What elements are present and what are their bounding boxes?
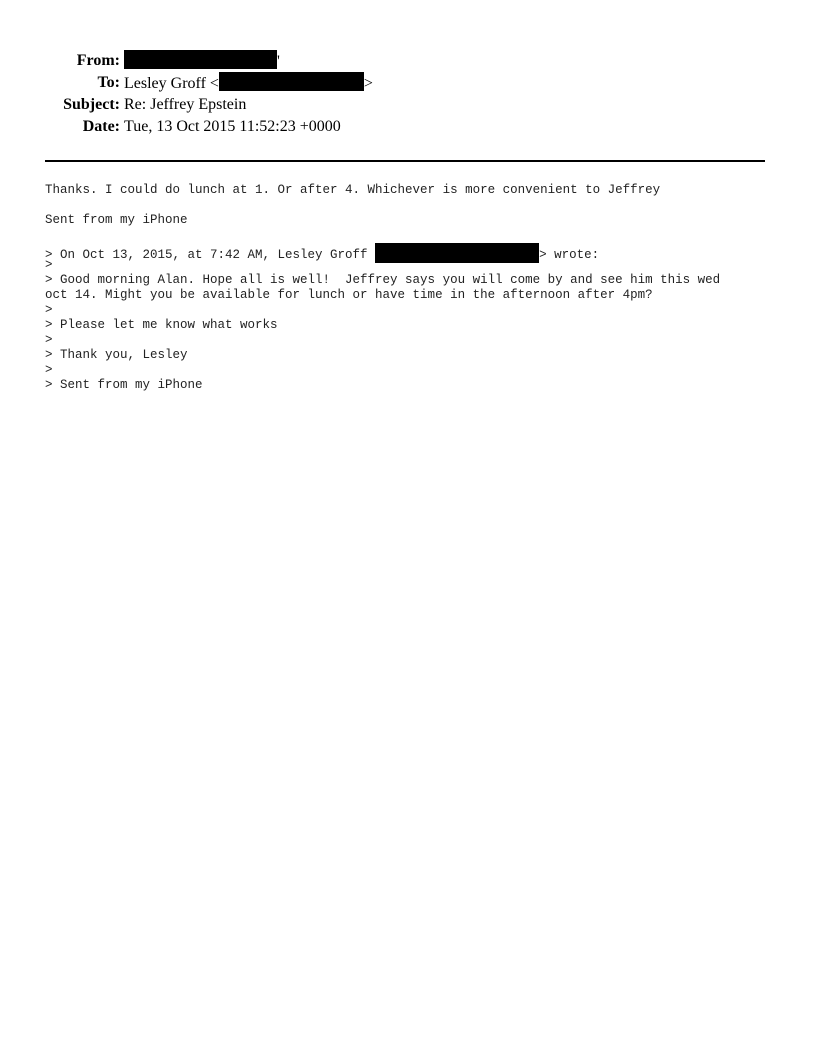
date-value: Tue, 13 Oct 2015 11:52:23 +0000	[124, 118, 341, 135]
quote-line: > Please let me know what works	[45, 318, 278, 332]
from-suffix: '	[277, 53, 280, 70]
quote-line: > Sent from my iPhone	[45, 378, 203, 392]
quote-line: >	[45, 333, 53, 347]
subject-label: Subject:	[63, 96, 120, 113]
blank-line	[45, 198, 775, 213]
from-row	[0, 50, 816, 72]
quote-line: oct 14. Might you be available for lunch or have time in the afternoon after 4pm?	[45, 288, 653, 302]
to-suffix: >	[363, 75, 373, 92]
header-divider	[45, 160, 765, 162]
quote-line: >	[45, 363, 53, 377]
email-body	[45, 183, 775, 393]
date-row	[0, 116, 816, 138]
quote-line: > Thank you, Lesley	[45, 348, 188, 362]
blank-line	[45, 228, 775, 243]
redaction-block	[219, 72, 364, 91]
quote-intro-before: > On Oct 13, 2015, at 7:42 AM, Lesley Groff	[45, 248, 376, 262]
subject-value: Re: Jeffrey Epstein	[124, 96, 247, 113]
subject-row	[0, 94, 816, 116]
to-name: Lesley Groff <	[124, 75, 219, 92]
quote-line: >	[45, 258, 53, 272]
quote-line: > Good morning Alan. Hope all is well! Jeffrey says you will come by and see him this wed	[45, 273, 721, 287]
to-row	[0, 72, 816, 94]
redaction-block	[375, 243, 539, 263]
reply-line: Thanks. I could do lunch at 1. Or after 4. Whichever is more convenient to Jeffrey	[45, 183, 661, 197]
quote-intro-after: > wrote:	[539, 248, 600, 262]
from-label: From:	[76, 52, 120, 69]
to-value	[124, 72, 373, 95]
quote-line: >	[45, 303, 53, 317]
signature-line: Sent from my iPhone	[45, 213, 188, 227]
date-label: Date:	[82, 118, 120, 135]
quote-intro	[45, 243, 775, 262]
from-value	[124, 50, 280, 73]
redaction-block	[124, 50, 277, 69]
to-label: To:	[97, 74, 120, 91]
email-header	[0, 50, 816, 138]
